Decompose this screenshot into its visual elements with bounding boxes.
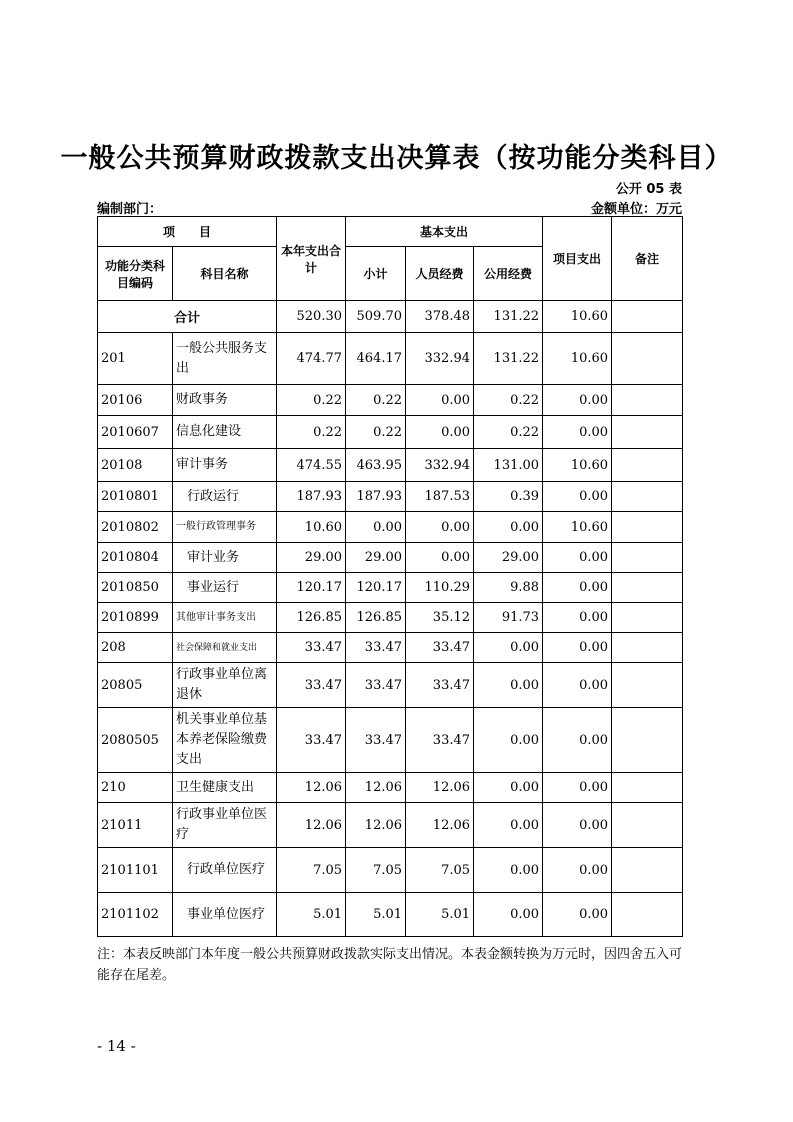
code-cell: 2010607 xyxy=(98,416,173,449)
code-cell: 2010804 xyxy=(98,543,173,573)
personnel-cell: 332.94 xyxy=(406,333,474,385)
public-cell: 0.22 xyxy=(474,416,543,449)
project-cell: 0.00 xyxy=(543,803,612,848)
remark-cell xyxy=(612,512,683,543)
table-row xyxy=(98,633,683,663)
remark-cell xyxy=(612,803,683,848)
table-row xyxy=(98,449,683,482)
personnel-cell: 0.00 xyxy=(406,543,474,573)
project-cell: 0.00 xyxy=(543,893,612,937)
name-cell: 其他审计事务支出 xyxy=(173,603,277,633)
header-total: 本年支出合计 xyxy=(277,217,346,301)
project-cell: 0.00 xyxy=(543,848,612,893)
project-cell: 10.60 xyxy=(543,301,612,333)
subtotal-cell: 12.06 xyxy=(346,773,406,803)
name-cell: 一般公共服务支出 xyxy=(173,333,277,385)
code-cell: 20108 xyxy=(98,449,173,482)
expenditure-table xyxy=(97,216,683,937)
remark-cell xyxy=(612,773,683,803)
page-number: - 14 - xyxy=(97,1037,136,1055)
subtotal-cell: 33.47 xyxy=(346,633,406,663)
code-cell: 2010899 xyxy=(98,603,173,633)
personnel-cell: 33.47 xyxy=(406,663,474,708)
remark-cell xyxy=(612,663,683,708)
project-cell: 0.00 xyxy=(543,482,612,512)
public-cell: 0.00 xyxy=(474,633,543,663)
table-row xyxy=(98,663,683,708)
personnel-cell: 12.06 xyxy=(406,773,474,803)
project-cell: 0.00 xyxy=(543,603,612,633)
name-cell: 信息化建设 xyxy=(173,416,277,449)
remark-cell xyxy=(612,708,683,773)
table-row xyxy=(98,416,683,449)
table-row xyxy=(98,803,683,848)
code-cell: 2080505 xyxy=(98,708,173,773)
public-cell: 0.00 xyxy=(474,893,543,937)
name-cell: 事业单位医疗 xyxy=(173,893,277,937)
name-cell: 行政事业单位离退休 xyxy=(173,663,277,708)
total-cell: 29.00 xyxy=(277,543,346,573)
public-cell: 131.22 xyxy=(474,333,543,385)
remark-cell xyxy=(612,633,683,663)
total-cell: 0.22 xyxy=(277,385,346,416)
personnel-cell: 33.47 xyxy=(406,633,474,663)
table-row xyxy=(98,543,683,573)
project-cell: 10.60 xyxy=(543,449,612,482)
project-cell: 0.00 xyxy=(543,633,612,663)
subtotal-cell: 29.00 xyxy=(346,543,406,573)
project-cell: 0.00 xyxy=(543,663,612,708)
personnel-cell: 0.00 xyxy=(406,385,474,416)
dept-label: 编制部门： xyxy=(97,202,163,217)
project-cell: 0.00 xyxy=(543,573,612,603)
project-cell: 0.00 xyxy=(543,708,612,773)
table-row xyxy=(98,708,683,773)
subtotal-cell: 0.00 xyxy=(346,512,406,543)
code-cell: 208 xyxy=(98,633,173,663)
total-cell: 33.47 xyxy=(277,708,346,773)
subtotal-cell: 12.06 xyxy=(346,803,406,848)
header-item: 项 目 xyxy=(98,217,277,247)
name-cell: 卫生健康支出 xyxy=(173,773,277,803)
code-cell: 2101102 xyxy=(98,893,173,937)
header-code: 功能分类科目编码 xyxy=(98,247,173,301)
remark-cell xyxy=(612,603,683,633)
table-row xyxy=(98,848,683,893)
remark-cell xyxy=(612,482,683,512)
personnel-cell: 5.01 xyxy=(406,893,474,937)
total-label: 合计 xyxy=(98,301,277,333)
header-project: 项目支出 xyxy=(543,217,612,301)
remark-cell xyxy=(612,573,683,603)
header-basic: 基本支出 xyxy=(346,217,543,247)
footnote: 注：本表反映部门本年度一般公共预算财政拨款实际支出情况。本表金额转换为万元时，因四舍五入可能存在尾差。 xyxy=(97,947,683,983)
code-cell: 20106 xyxy=(98,385,173,416)
total-cell: 7.05 xyxy=(277,848,346,893)
personnel-cell: 12.06 xyxy=(406,803,474,848)
code-cell: 2010850 xyxy=(98,573,173,603)
public-cell: 0.00 xyxy=(474,848,543,893)
code-cell: 210 xyxy=(98,773,173,803)
remark-cell xyxy=(612,449,683,482)
table-row xyxy=(98,333,683,385)
public-cell: 0.00 xyxy=(474,512,543,543)
project-cell: 10.60 xyxy=(543,333,612,385)
table-row xyxy=(98,512,683,543)
subtotal-cell: 33.47 xyxy=(346,663,406,708)
personnel-cell: 35.12 xyxy=(406,603,474,633)
name-cell: 财政事务 xyxy=(173,385,277,416)
subtotal-cell: 5.01 xyxy=(346,893,406,937)
public-cell: 131.22 xyxy=(474,301,543,333)
remark-cell xyxy=(612,543,683,573)
header-personnel: 人员经费 xyxy=(406,247,474,301)
subtotal-cell: 464.17 xyxy=(346,333,406,385)
total-cell: 120.17 xyxy=(277,573,346,603)
subtotal-cell: 463.95 xyxy=(346,449,406,482)
table-row xyxy=(98,603,683,633)
header-row-1 xyxy=(98,217,683,247)
public-cell: 0.00 xyxy=(474,663,543,708)
header-subtotal: 小计 xyxy=(346,247,406,301)
public-cell: 0.00 xyxy=(474,803,543,848)
personnel-cell: 33.47 xyxy=(406,708,474,773)
subtotal-cell: 126.85 xyxy=(346,603,406,633)
personnel-cell: 332.94 xyxy=(406,449,474,482)
personnel-cell: 187.53 xyxy=(406,482,474,512)
remark-cell xyxy=(612,333,683,385)
public-cell: 9.88 xyxy=(474,573,543,603)
public-cell: 91.73 xyxy=(474,603,543,633)
header-name: 科目名称 xyxy=(173,247,277,301)
total-cell: 474.55 xyxy=(277,449,346,482)
public-cell: 0.00 xyxy=(474,708,543,773)
project-cell: 0.00 xyxy=(543,385,612,416)
subtotal-cell: 120.17 xyxy=(346,573,406,603)
name-cell: 审计事务 xyxy=(173,449,277,482)
name-cell: 行政事业单位医疗 xyxy=(173,803,277,848)
total-cell: 520.30 xyxy=(277,301,346,333)
subtotal-cell: 509.70 xyxy=(346,301,406,333)
subtotal-cell: 7.05 xyxy=(346,848,406,893)
subtotal-cell: 0.22 xyxy=(346,385,406,416)
total-cell: 187.93 xyxy=(277,482,346,512)
total-cell: 33.47 xyxy=(277,663,346,708)
page-title: 一般公共预算财政拨款支出决算表（按功能分类科目） xyxy=(60,143,733,174)
project-cell: 0.00 xyxy=(543,416,612,449)
total-row xyxy=(98,301,683,333)
personnel-cell: 7.05 xyxy=(406,848,474,893)
personnel-cell: 110.29 xyxy=(406,573,474,603)
public-cell: 0.39 xyxy=(474,482,543,512)
header-public: 公用经费 xyxy=(474,247,543,301)
total-cell: 33.47 xyxy=(277,633,346,663)
table-row xyxy=(98,573,683,603)
remark-cell xyxy=(612,848,683,893)
code-cell: 2010801 xyxy=(98,482,173,512)
total-cell: 12.06 xyxy=(277,773,346,803)
project-cell: 10.60 xyxy=(543,512,612,543)
code-cell: 20805 xyxy=(98,663,173,708)
name-cell: 行政运行 xyxy=(173,482,277,512)
personnel-cell: 0.00 xyxy=(406,416,474,449)
total-cell: 12.06 xyxy=(277,803,346,848)
personnel-cell: 378.48 xyxy=(406,301,474,333)
project-cell: 0.00 xyxy=(543,543,612,573)
public-cell: 0.22 xyxy=(474,385,543,416)
total-cell: 5.01 xyxy=(277,893,346,937)
total-cell: 126.85 xyxy=(277,603,346,633)
personnel-cell: 0.00 xyxy=(406,512,474,543)
total-cell: 474.77 xyxy=(277,333,346,385)
subtotal-cell: 0.22 xyxy=(346,416,406,449)
remark-cell xyxy=(612,416,683,449)
code-cell: 2101101 xyxy=(98,848,173,893)
code-cell: 201 xyxy=(98,333,173,385)
code-cell: 2010802 xyxy=(98,512,173,543)
name-cell: 机关事业单位基本养老保险缴费支出 xyxy=(173,708,277,773)
remark-cell xyxy=(612,301,683,333)
public-cell: 131.00 xyxy=(474,449,543,482)
project-cell: 0.00 xyxy=(543,773,612,803)
name-cell: 行政单位医疗 xyxy=(173,848,277,893)
unit-label: 金额单位：万元 xyxy=(590,202,682,217)
table-row xyxy=(98,482,683,512)
table-number: 公开 05 表 xyxy=(615,182,682,197)
name-cell: 一般行政管理事务 xyxy=(173,512,277,543)
table-row xyxy=(98,773,683,803)
public-cell: 0.00 xyxy=(474,773,543,803)
subtotal-cell: 33.47 xyxy=(346,708,406,773)
public-cell: 29.00 xyxy=(474,543,543,573)
subtotal-cell: 187.93 xyxy=(346,482,406,512)
name-cell: 事业运行 xyxy=(173,573,277,603)
total-cell: 10.60 xyxy=(277,512,346,543)
remark-cell xyxy=(612,385,683,416)
header-remark: 备注 xyxy=(612,217,683,301)
remark-cell xyxy=(612,893,683,937)
total-cell: 0.22 xyxy=(277,416,346,449)
table-row xyxy=(98,893,683,937)
code-cell: 21011 xyxy=(98,803,173,848)
name-cell: 社会保障和就业支出 xyxy=(173,633,277,663)
table-row xyxy=(98,385,683,416)
name-cell: 审计业务 xyxy=(173,543,277,573)
